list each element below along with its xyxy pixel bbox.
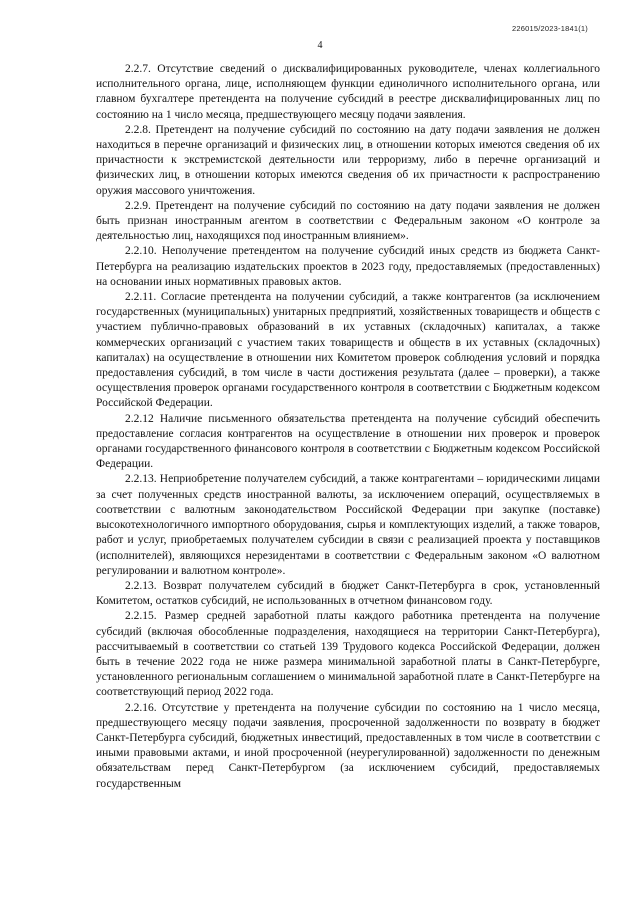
paragraph-2-2-7: 2.2.7. Отсутствие сведений о дисквалифицированных руководителе, членах коллегиального исполнительного органа, лице, исполняющем функции единоличного исполнительного органа, или главном бухгалтере претендента на получение субсидий в реестре дисквалифицированных лиц по состоянию на 1 число месяца, предшествующего месяцу подачи заявления. bbox=[96, 63, 600, 121]
paragraph-2-2-15: 2.2.15. Размер средней заработной платы каждого работника претендента на получение субсидий (включая обособленные подразделения, находящиеся на территории Санкт-Петербурга), рассчитываемый в соответствии со статьей 139 Трудового кодекса Российской Федерации, должен быть в течение 2022 года не ниже размера минимальной заработной платы в Санкт-Петербурге, установленного региональным соглашением о минимальной заработной плате в Санкт-Петербурге на соответствующий период 2022 года. bbox=[96, 610, 600, 699]
paragraph-2-2-12: 2.2.12 Наличие письменного обязательства претендента на получение субсидий обеспечить предоставление согласия контрагентов на осуществление в отношении них проверок и проверок органами государственного финансового контроля в соответствии с Бюджетным кодексом Российской Федерации. bbox=[96, 412, 600, 471]
paragraph-2-2-11: 2.2.11. Согласие претендента на получении субсидий, а также контрагентов (за исключением государственных (муниципальных) унитарных предприятий, хозяйственных товариществ и обществ с участием публично-правовых образований в их уставных (складочных) капиталах, а также коммерческих организаций с участием таких товариществ и обществ в их уставных (складочных) капиталах) на осуществление в отношении них Комитетом проверок соблюдения условий и порядка предоставления субсидий, в том числе в части достижения результата (далее – проверки), а также осуществления проверок органами государственного контроля в соответствии с Бюджетным кодексом Российской Федерации. bbox=[96, 291, 600, 410]
paragraph-2-2-9: 2.2.9. Претендент на получение субсидий по состоянию на дату подачи заявления не должен быть признан иностранным агентом в соответствии с Федеральным законом «О контроле за деятельностью лиц, находящихся под иностранным влиянием». bbox=[96, 199, 600, 243]
paragraph-2-2-13-refund: 2.2.13. Возврат получателем субсидий в бюджет Санкт-Петербурга в срок, установленный Комитетом, остатков субсидий, не использованных в отчетном финансовом году. bbox=[96, 579, 600, 608]
paragraph-2-2-10: 2.2.10. Неполучение претендентом на получение субсидий иных средств из бюджета Санкт-Петербурга на реализацию издательских проектов в 2023 году, предоставляемых (предоставленных) на основании иных нормативных правовых актов. bbox=[96, 245, 600, 288]
page-number: 4 bbox=[317, 40, 323, 51]
paragraph-2-2-16: 2.2.16. Отсутствие у претендента на получение субсидии по состоянию на 1 число месяца, предшествующего месяцу подачи заявления, просроченной задолженности по возврату в бюджет Санкт-Петербурга субсидий, бюджетных инвестиций, предоставленных в том числе в соответствии с иными правовыми актами, и иной просроченной (неурегулированной) задолженности по денежным обязательствам перед Санкт-Петербургом (за исключением субсидий, предоставляемых государственным bbox=[96, 701, 600, 790]
paragraph-2-2-13-currency: 2.2.13. Неприобретение получателем субсидий, а также контрагентами – юридическими лицами за счет полученных средств иностранной валюты, за исключением операций, осуществляемых в соответствии с валютным законодательством Российской Федерации при закупке (поставке) высокотехнологичного импортного оборудования, сырья и комплектующих изделий, а также товаров, работ и услуг, приобретаемых получателем субсидии в связи с реализацией проекта у поставщиков (исполнителей), являющихся нерезидентами в соответствии с Федеральным законом «О валютном регулировании и валютном контроле». bbox=[96, 473, 600, 577]
paragraph-2-2-8: 2.2.8. Претендент на получение субсидий по состоянию на дату подачи заявления не должен находиться в перечне организаций и физических лиц, в отношении которых имеются сведения об их причастности к экстремистской деятельности или терроризму, либо в перечне организаций и физических лиц, в отношении которых имеются сведения об их причастности к распространению оружия массового уничтожения. bbox=[96, 123, 600, 197]
document-body bbox=[96, 62, 600, 792]
document-id: 226015/2023-1841(1) bbox=[512, 24, 588, 33]
